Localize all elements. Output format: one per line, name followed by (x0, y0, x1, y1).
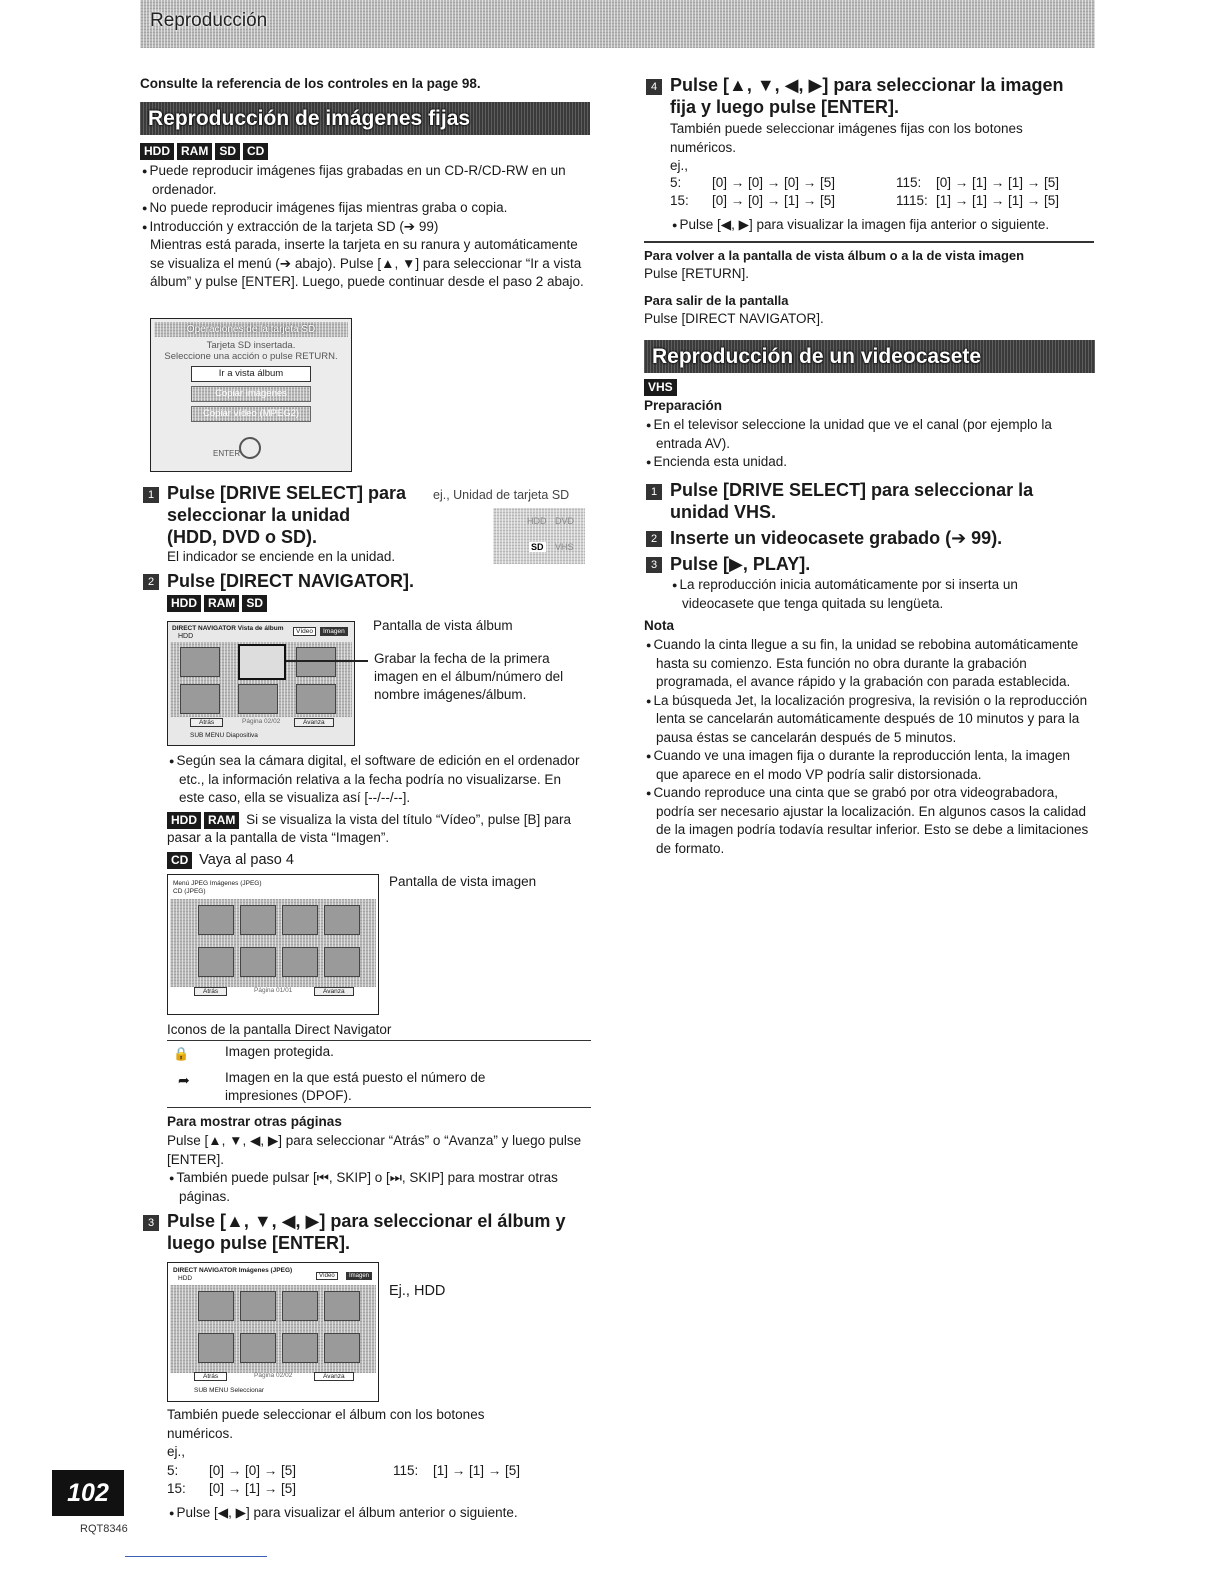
sd-menu-option-copy-images[interactable]: Copiar imágenes (191, 386, 311, 402)
album-thumbnail[interactable] (282, 1333, 318, 1363)
image-next-button[interactable]: Avanza (314, 987, 354, 996)
image-thumbnail[interactable] (282, 905, 318, 935)
drive-indicator-panel (493, 508, 585, 564)
notes-list (644, 636, 1096, 858)
example-sequence: [0] → [0] → [1] → [5] (712, 193, 836, 208)
step-4-example-row (670, 174, 1090, 192)
vhs-step-3-number: 3 (646, 557, 662, 573)
album-back-button[interactable]: Atrás (190, 718, 223, 727)
cd-note (167, 851, 294, 869)
tag-vhs: VHS (644, 379, 677, 396)
note-heading: Nota (644, 618, 674, 633)
cd-note-text: Vaya al paso 4 (199, 852, 294, 868)
album-screen-drive: HDD (178, 633, 194, 640)
select-next-button[interactable]: Avanza (314, 1372, 354, 1381)
step-4-numeric-text: También puede seleccionar imágenes fijas con los botones numéricos. (670, 121, 1023, 155)
print-icon: ➦ (178, 1072, 190, 1088)
album-thumbnail[interactable] (240, 1291, 276, 1321)
example-sequence: [0] → [1] → [5] (209, 1481, 297, 1496)
image-thumbnail-grid (170, 899, 376, 987)
image-thumbnail[interactable] (198, 947, 234, 977)
enter-button-icon (239, 437, 261, 459)
album-page-indicator: Página 02/02 (242, 718, 281, 725)
example-sequence: [0] → [1] → [1] → [5] (936, 175, 1060, 190)
document-code: RQT8346 (80, 1523, 128, 1535)
section-title-still-images: Reproducción de imágenes fijas (140, 102, 590, 135)
tag-hdd: HDD (167, 812, 201, 829)
album-thumbnail[interactable] (198, 1333, 234, 1363)
camera-bullet: ● Según sea la cámara digital, el software de edición en el ordenador etc., la información relativa a la fecha podría no visualizarse. En este caso, ella se visualiza así [--/--/--]. (167, 752, 587, 808)
image-thumbnail[interactable] (240, 905, 276, 935)
image-back-button[interactable]: Atrás (194, 987, 227, 996)
select-tab-image[interactable]: Imagen (346, 1272, 372, 1280)
vhs-step-1-number: 1 (646, 484, 662, 500)
album-view-screen (167, 621, 355, 746)
image-page-indicator: Página 01/01 (254, 987, 293, 994)
vhs-step-3-title: Pulse [▶, PLAY]. (670, 554, 811, 574)
other-pages-text (167, 1132, 591, 1206)
sd-menu-option-copy-video[interactable]: Copiar vídeo (MPEG2) (191, 406, 311, 422)
sd-paragraph: Mientras está parada, inserte la tarjeta en su ranura y automáticamente se visualiza el menú (➔ abajo). Pulse [▲, ▼] para seleccionar “Ir a vista álbum” y pulse [ENTER]. Luego, puede continuar desde el paso 2 abajo. (150, 237, 584, 289)
note-jet-search: ● La búsqueda Jet, la localización progresiva, la revisión o la reproducción lenta se cancelarán automáticamente después de 10 minutos y para la pausa éstas se cancelarán después de 5 minutos. (644, 692, 1096, 748)
album-thumbnail[interactable] (296, 647, 336, 677)
example-key: 5: (167, 1463, 179, 1478)
example-sequence: [0] → [0] → [5] (209, 1463, 297, 1478)
album-callout-text: Grabar la fecha de la primera imagen en el álbum/número del nombre imágenes/álbum. (374, 651, 564, 702)
preparation-bullets (644, 416, 1094, 472)
icon-dpof-text: Imagen en la que está puesto el número de impresiones (DPOF). (225, 1070, 486, 1103)
play-bullet: ● La reproducción inicia automáticamente por si inserta un videocasete que tenga quitada su lengüeta. (670, 576, 1070, 613)
section-title-videocassette: Reproducción de un videocasete (644, 340, 1095, 373)
select-screen-footer: SUB MENU Seleccionar (194, 1387, 265, 1394)
album-thumbnail[interactable] (282, 1291, 318, 1321)
album-screen-footer: SUB MENU Diapositiva (190, 732, 258, 739)
bullet-sd-insert: ● Introducción y extracción de la tarjeta SD (➔ 99) (140, 218, 590, 237)
drive-label-sd: SD (531, 542, 544, 552)
vhs-tag-wrap (644, 378, 680, 396)
header-band (140, 0, 1095, 48)
image-thumbnail[interactable] (240, 947, 276, 977)
return-text: Pulse [RETURN]. (644, 266, 750, 281)
step-1-title-c: (HDD, DVD o SD). (167, 527, 317, 547)
image-thumbnail[interactable] (324, 947, 360, 977)
tag-ram: RAM (204, 595, 239, 612)
step-4-title-b: fija y luego pulse [ENTER]. (670, 97, 900, 117)
lock-icon: 🔒 (173, 1046, 190, 1061)
select-screen-header: DIRECT NAVIGATOR Imágenes (JPEG) (173, 1267, 293, 1274)
play-bullet-wrap (670, 576, 1070, 613)
tag-sd: SD (215, 143, 240, 160)
step-3-example-row (167, 1462, 587, 1480)
album-next-button[interactable]: Avanza (294, 718, 334, 727)
divider (167, 1040, 591, 1041)
select-back-button[interactable]: Atrás (194, 1372, 227, 1381)
step-2-title: Pulse [DIRECT NAVIGATOR]. (167, 571, 415, 591)
image-thumbnail[interactable] (282, 947, 318, 977)
step-1-note: El indicador se enciende en la unidad. (167, 549, 396, 564)
bullet-cd-images: ● Puede reproducir imágenes fijas grabadas en un CD-R/CD-RW en un ordenador. (140, 162, 590, 199)
album-thumbnail[interactable] (180, 647, 220, 677)
tag-ram: RAM (177, 143, 212, 160)
camera-note (167, 752, 587, 808)
vhs-step-2-title: Inserte un videocasete grabado (➔ 99). (670, 528, 1003, 548)
intro-bullets (140, 162, 590, 292)
album-thumbnail-selected[interactable] (238, 644, 286, 680)
page-title: Reproducción (150, 10, 268, 31)
step-3-number: 3 (143, 1215, 159, 1231)
tag-hdd: HDD (167, 595, 201, 612)
album-thumbnail[interactable] (324, 1291, 360, 1321)
select-thumbnail-grid (170, 1285, 376, 1373)
step-3-bullet: ● Pulse [◀, ▶] para visualizar el álbum anterior o siguiente. (167, 1504, 587, 1523)
image-screen-header: Menú JPEG Imágenes (JPEG) (173, 880, 262, 887)
image-view-screen (167, 874, 379, 1015)
album-tab-video[interactable]: Vídeo (293, 627, 316, 636)
tag-cd: CD (243, 143, 268, 160)
step-3-eg: ej., (167, 1444, 186, 1459)
album-thumbnail-grid (170, 642, 352, 717)
example-key: 15: (167, 1481, 186, 1496)
divider (644, 241, 1094, 243)
select-screen-label: Ej., HDD (389, 1283, 446, 1299)
sd-menu-option-album[interactable]: Ir a vista álbum (191, 366, 311, 382)
vhs-step-1-title-b: unidad VHS. (670, 502, 777, 522)
image-thumbnail[interactable] (324, 905, 360, 935)
icon-protected-text: Imagen protegida. (225, 1044, 334, 1059)
example-key: 115: (896, 175, 922, 190)
note-tape-end: ● Cuando la cinta llegue a su fin, la unidad se rebobina automáticamente hasta su comienzo. Esta función no obra durante la grabación programada, el avance rápido y la grabación con parada establecida. (644, 636, 1096, 692)
tag-hdd: HDD (140, 143, 174, 160)
step-3-title-a: Pulse [▲, ▼, ◀, ▶] para seleccionar el álbum y (167, 1211, 566, 1231)
bullet-no-recording: ● No puede reproducir imágenes fijas mientras graba o copia. (140, 199, 590, 218)
select-page-indicator: Página 02/02 (254, 1372, 293, 1379)
step-4-bullet: ● Pulse [◀, ▶] para visualizar la imagen fija anterior o siguiente. (670, 216, 1100, 235)
example-key: 115: (393, 1463, 419, 1478)
step-4-number: 4 (646, 79, 662, 95)
step-3-bullet-wrap (167, 1504, 587, 1523)
step-3-numeric-text: También puede seleccionar el álbum con los botones numéricos. (167, 1407, 485, 1441)
preparation-heading: Preparación (644, 398, 723, 413)
drive-label-hdd: HDD (527, 516, 547, 526)
sd-menu-title: Operaciones de la tarjeta SD (154, 322, 348, 337)
album-select-screen (167, 1262, 379, 1402)
album-thumbnail[interactable] (238, 684, 278, 714)
tag-sd: SD (242, 595, 267, 612)
select-tab-video[interactable]: Vídeo (316, 1272, 338, 1280)
step-3-example-row (167, 1480, 587, 1498)
step-2-tags (167, 594, 270, 612)
example-key: 1115: (896, 193, 928, 208)
return-heading: Para volver a la pantalla de vista álbum o a la de vista imagen (644, 248, 1025, 263)
example-key: 5: (670, 175, 682, 190)
step-2-number: 2 (143, 574, 159, 590)
example-sequence: [1] → [1] → [5] (433, 1463, 521, 1478)
step-4-eg: ej., (670, 158, 689, 173)
divider (167, 1107, 591, 1108)
callout-line (286, 660, 368, 662)
step-4-example-row (670, 192, 1090, 210)
step-3-text (167, 1406, 547, 1462)
step-4-bullet-wrap (670, 216, 1100, 235)
exit-heading: Para salir de la pantalla (644, 293, 789, 308)
album-screen-header: DIRECT NAVIGATOR Vista de álbum (172, 625, 284, 632)
prep-bullet-tv: ● En el televisor seleccione la unidad que ve el canal (por ejemplo la entrada AV). (644, 416, 1094, 453)
tag-ram: RAM (204, 812, 239, 829)
image-screen-drive: CD (JPEG) (173, 888, 206, 895)
sd-menu-enter-label: ENTER (213, 449, 241, 458)
step-1-title-b: seleccionar la unidad (167, 505, 351, 525)
sd-menu-line1: Tarjeta SD insertada. (206, 340, 296, 351)
other-pages-instruction: Pulse [▲, ▼, ◀, ▶] para seleccionar “Atrás” o “Avanza” y luego pulse [ENTER]. (167, 1133, 582, 1167)
step-4-title-a: Pulse [▲, ▼, ◀, ▶] para seleccionar la imagen (670, 75, 1064, 95)
sd-card-menu-screen (150, 318, 352, 472)
other-pages-heading: Para mostrar otras páginas (167, 1114, 342, 1129)
example-key: 15: (670, 193, 689, 208)
note-other-recorder: ● Cuando reproduce una cinta que se grabó por otra videograbadora, podría ser necesario ajustar la localización. En algunos casos la calidad de la imagen podría todavía resultar inferior. Esto se debe a limitaciones de formato. (644, 784, 1096, 858)
album-thumbnail[interactable] (198, 1291, 234, 1321)
vhs-step-1-title-a: Pulse [DRIVE SELECT] para seleccionar la (670, 480, 1034, 500)
media-tags (140, 142, 271, 160)
step-4-text (670, 120, 1090, 176)
drive-label-vhs: VHS (555, 542, 574, 552)
step-1-title-a: Pulse [DRIVE SELECT] para (167, 483, 407, 503)
sd-menu-line2: Seleccione una acción o pulse RETURN. (164, 351, 338, 362)
video-note-text: Si se visualiza la vista del título “Vídeo”, pulse [B] para pasar a la pantalla de vista “Imagen”. (167, 812, 572, 845)
step-1-number: 1 (143, 487, 159, 503)
tag-cd: CD (167, 852, 192, 869)
step-3-title-b: luego pulse [ENTER]. (167, 1233, 351, 1253)
reference-line: Consulte la referencia de los controles en la page 98. (140, 76, 481, 91)
album-thumbnail[interactable] (296, 684, 336, 714)
other-pages-bullet: ● También puede pulsar [⏮, SKIP] o [⏭, SKIP] para mostrar otras páginas. (167, 1169, 591, 1206)
video-view-note (167, 811, 587, 847)
album-thumbnail[interactable] (324, 1333, 360, 1363)
prep-bullet-power: ● Encienda esta unidad. (644, 453, 1094, 472)
example-sequence: [1] → [1] → [1] → [5] (936, 193, 1060, 208)
album-thumbnail[interactable] (240, 1333, 276, 1363)
vhs-step-2-number: 2 (646, 531, 662, 547)
footer-rule (125, 1556, 267, 1557)
example-sequence: [0] → [0] → [0] → [5] (712, 175, 836, 190)
album-tab-image[interactable]: Imagen (320, 627, 348, 636)
icons-heading: Iconos de la pantalla Direct Navigator (167, 1022, 392, 1037)
image-thumbnail[interactable] (198, 905, 234, 935)
image-view-label: Pantalla de vista imagen (389, 874, 537, 889)
note-still-image: ● Cuando ve una imagen fija o durante la reproducción lenta, la imagen que aparece en el modo VP podría salir distorsionada. (644, 747, 1096, 784)
drive-label-dvd: DVD (555, 516, 575, 526)
step-1-example: ej., Unidad de tarjeta SD (433, 488, 570, 502)
select-screen-drive: HDD (178, 1275, 193, 1282)
album-thumbnail[interactable] (180, 684, 220, 714)
page-number: 102 (52, 1470, 124, 1516)
album-view-label: Pantalla de vista álbum (373, 618, 513, 633)
exit-text: Pulse [DIRECT NAVIGATOR]. (644, 311, 824, 326)
